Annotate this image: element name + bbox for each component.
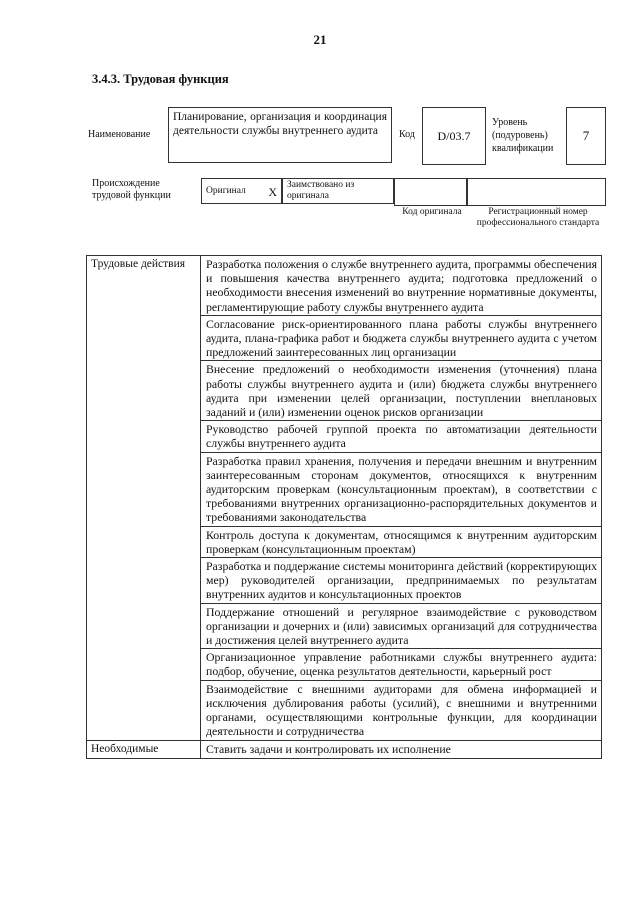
function-code: D/03.7 <box>422 107 486 165</box>
borrowed-label: Заимствовано из оригинала <box>282 178 394 204</box>
list-item: Ставить задачи и контролировать их исполнение <box>206 741 451 756</box>
skills-label: Необходимые <box>87 741 201 758</box>
list-item: Внесение предложений о необходимости изменения (уточнения) плана работы службы внутреннего аудита и (или) бюджета службы внутреннего аудита при изменении целей организации, поступлении внеплановых заданий и (или) изменении оценок рисков организации <box>201 361 601 421</box>
list-item: Согласование риск-ориентированного плана работы службы внутреннего аудита, плана-графика работ и бюджета службы внутреннего аудита с учетом предложений заинтересованных лиц организации <box>201 316 601 362</box>
qualification-level: 7 <box>566 107 606 165</box>
code-original-label: Код оригинала <box>402 207 462 217</box>
origin-row <box>88 178 608 228</box>
section-heading: 3.4.3. Трудовая функция <box>92 72 229 86</box>
level-label: Уровень (подуровень) квалификации <box>492 117 554 154</box>
list-item: Контроль доступа к документам, относящимся к внутренним аудиторским проверкам (консультационным проектам) <box>201 527 601 558</box>
list-item: Поддержание отношений и регулярное взаимодействие с руководством организации и дочерних и (или) зависимых организаций для сотрудничества и достижения целей внутреннего аудита <box>201 604 601 650</box>
code-original-cell <box>394 178 468 206</box>
original-cell <box>201 178 282 204</box>
original-mark: X <box>268 185 277 199</box>
function-header <box>88 107 608 165</box>
name-label: Наименование <box>88 129 151 140</box>
reg-number-cell <box>466 178 606 206</box>
reg-number-label: Регистрационный номер профессионального стандарта <box>476 207 600 228</box>
labor-actions-row <box>87 256 601 740</box>
labor-actions-list <box>201 256 601 740</box>
list-item: Разработка правил хранения, получения и передачи внешним и внутренним заинтересованным сторонам документов, относящихся к внутренним аудиторским проверкам (консультационным проектам), в соответствии с требованиями внутренних организационно-распорядительных документов и требованиями законодательства <box>201 453 601 527</box>
labor-actions-label: Трудовые действия <box>87 256 201 740</box>
function-name: Планирование, организация и координация деятельности службы внутреннего аудита <box>168 107 392 163</box>
original-label: Оригинал <box>206 186 246 196</box>
origin-label: Происхождение трудовой функции <box>92 178 171 201</box>
list-item: Взаимодействие с внешними аудиторами для обмена информацией и исключения дублирования работы (усилий), с внешними и внутренними органами, осуществляющими контрольные функции, для координации деятельности и сотрудничества <box>206 681 597 739</box>
list-item: Руководство рабочей группой проекта по автоматизации деятельности службы внутреннего аудита <box>201 421 601 452</box>
page-number: 21 <box>313 32 327 47</box>
list-item: Разработка положения о службе внутреннего аудита, программы обеспечения и повышения качества внутреннего аудита; подготовка предложений о необходимости внесения изменений во внутренние нормативные документы, регламентирующие работу службы внутреннего аудита <box>201 256 601 316</box>
skills-row <box>87 740 601 758</box>
list-item: Организационное управление работниками службы внутреннего аудита: подбор, обучение, оценка результатов деятельности, карьерный рост <box>201 649 601 680</box>
code-label: Код <box>399 129 415 140</box>
function-table <box>86 255 602 759</box>
list-item: Разработка и поддержание системы мониторинга действий (корректирующих мер) руководителей организации, предпринимаемых по результатам внутренних аудитов и консультационных проектов <box>201 558 601 604</box>
